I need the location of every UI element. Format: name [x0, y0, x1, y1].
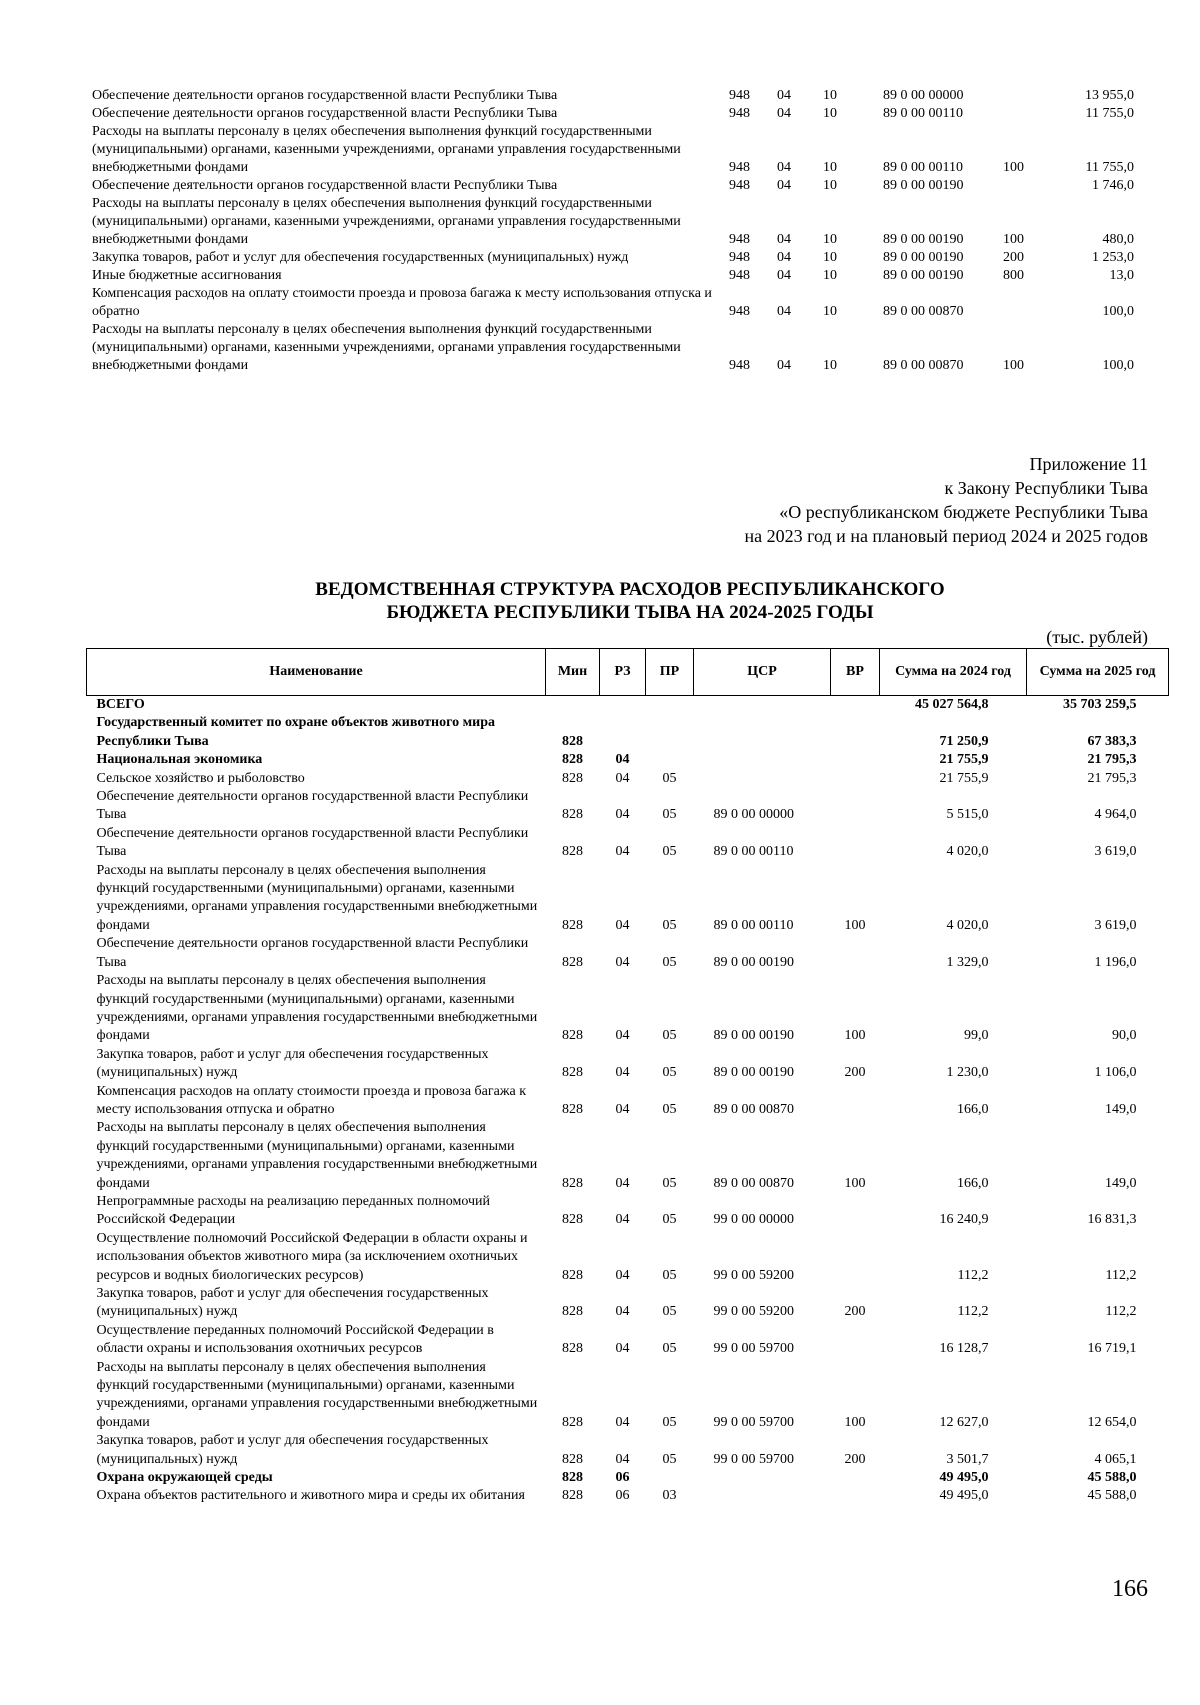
row-min: 948 — [729, 358, 750, 373]
row-rz: 04 — [777, 250, 791, 265]
row-rz: 04 — [615, 770, 630, 786]
table-row — [87, 788, 1169, 825]
row-csr: 89 0 00 00870 — [883, 358, 964, 373]
table-row — [92, 249, 1142, 267]
row-rz: 04 — [615, 954, 630, 970]
table-row — [92, 177, 1142, 195]
row-sum-2025: 35 703 259,5 — [1063, 697, 1137, 712]
table-row — [87, 1046, 1169, 1083]
row-csr: 89 0 00 00110 — [883, 160, 963, 175]
row-min: 828 — [562, 1028, 583, 1044]
row-rz: 04 — [615, 1451, 630, 1467]
row-vr — [831, 1083, 880, 1120]
row-rz: 06 — [615, 1488, 630, 1504]
row-vr: 100 — [1003, 358, 1024, 373]
row-vr — [831, 714, 880, 751]
row-csr — [694, 714, 831, 751]
row-csr — [694, 751, 831, 769]
row-sum-2025: 1 106,0 — [1094, 1065, 1137, 1081]
row-pr: 03 — [662, 1488, 677, 1504]
document-title — [180, 578, 1080, 624]
row-pr: 05 — [662, 1175, 677, 1191]
row-rz: 06 — [615, 1470, 630, 1486]
row-pr: 10 — [823, 358, 837, 373]
row-vr — [831, 1487, 880, 1505]
table-row — [87, 825, 1169, 862]
row-rz: 04 — [615, 1341, 630, 1357]
row-rz: 04 — [615, 917, 630, 933]
row-sum-2024: 4 020,0 — [946, 844, 989, 860]
row-min: 828 — [562, 1065, 583, 1081]
row-rz — [600, 714, 646, 751]
row-sum-2025: 12 654,0 — [1087, 1414, 1137, 1430]
budget-table-header — [87, 649, 1169, 696]
row-rz: 04 — [777, 232, 791, 247]
row-rz: 04 — [777, 88, 791, 103]
row-min: 948 — [729, 250, 750, 265]
table-row — [87, 1322, 1169, 1359]
row-pr: 10 — [823, 232, 837, 247]
row-vr — [1003, 177, 1053, 195]
table-row — [92, 105, 1142, 123]
row-rz: 04 — [615, 752, 630, 768]
row-sum-2024: 112,2 — [957, 1267, 989, 1283]
row-csr: 89 0 00 00190 — [713, 1028, 794, 1044]
row-csr — [694, 1469, 831, 1487]
row-vr — [831, 696, 880, 715]
table-row — [87, 1432, 1169, 1469]
row-vr: 200 — [844, 1304, 866, 1320]
row-sum-2025: 16 831,3 — [1087, 1212, 1137, 1228]
row-name: Обеспечение деятельности органов государственной власти Республики Тыва — [92, 178, 558, 193]
row-pr: 05 — [662, 1028, 677, 1044]
row-min: 948 — [729, 88, 750, 103]
table-row — [87, 1230, 1169, 1285]
row-pr: 05 — [662, 770, 677, 786]
appendix-line: «О республиканском бюджете Республики Тыва — [779, 502, 1148, 522]
row-name: Охрана окружающей среды — [96, 1470, 273, 1486]
row-csr: 89 0 00 00870 — [713, 1175, 794, 1191]
row-vr: 100 — [844, 1414, 866, 1430]
row-vr — [1003, 105, 1053, 123]
row-sum: 13,0 — [1109, 268, 1134, 283]
row-rz — [600, 696, 646, 715]
row-min: 828 — [562, 1267, 583, 1283]
row-pr — [646, 696, 694, 715]
row-csr: 99 0 00 59700 — [713, 1451, 794, 1467]
row-sum: 11 755,0 — [1085, 106, 1134, 121]
row-sum-2025: 4 964,0 — [1094, 807, 1137, 823]
row-rz: 04 — [615, 1028, 630, 1044]
row-rz: 04 — [615, 1175, 630, 1191]
header-csr: ЦСР — [694, 649, 831, 696]
row-name: Непрограммные расходы на реализацию переданных полномочий Российской Федерации — [96, 1193, 491, 1228]
row-name: Обеспечение деятельности органов государственной власти Республики Тыва — [92, 106, 558, 121]
row-csr: 99 0 00 59700 — [713, 1341, 794, 1357]
row-min: 948 — [729, 232, 750, 247]
row-pr: 05 — [662, 917, 677, 933]
table-row — [92, 87, 1142, 105]
row-sum-2024: 45 027 564,8 — [915, 697, 989, 712]
row-sum-2025: 1 196,0 — [1094, 954, 1137, 970]
row-csr: 89 0 00 00110 — [883, 106, 963, 121]
row-sum: 1 253,0 — [1092, 250, 1134, 265]
row-min: 828 — [562, 752, 583, 768]
row-name: Обеспечение деятельности органов государственной власти Республики Тыва — [96, 825, 529, 860]
row-sum-2024: 21 755,9 — [939, 770, 989, 786]
table-row — [87, 770, 1169, 788]
row-min: 828 — [562, 844, 583, 860]
row-csr: 89 0 00 00110 — [713, 917, 794, 933]
row-csr: 89 0 00 00190 — [883, 232, 964, 247]
row-csr: 89 0 00 00190 — [713, 1065, 794, 1081]
row-csr: 89 0 00 00190 — [883, 178, 964, 193]
row-min: 828 — [562, 1470, 583, 1486]
title-line: БЮДЖЕТА РЕСПУБЛИКИ ТЫВА НА 2024-2025 ГОДЫ — [386, 602, 874, 623]
row-sum-2024: 3 501,7 — [946, 1451, 989, 1467]
header-sum-2025: Сумма на 2025 год — [1027, 649, 1169, 696]
row-sum-2024: 112,2 — [957, 1304, 989, 1320]
row-csr — [694, 696, 831, 715]
table-row — [92, 195, 1142, 249]
row-name: Расходы на выплаты персоналу в целях обеспечения выполнения функций государственными (муниципальными) органами, казенными учреждениями, органами управления государственными внебюджетными фондами — [96, 1120, 538, 1191]
row-vr — [831, 770, 880, 788]
header-sum-2024: Сумма на 2024 год — [880, 649, 1027, 696]
row-name: Расходы на выплаты персоналу в целях обеспечения выполнения функций государственными (муниципальными) органами, казенными учреждениями, органами управления государственными внебюджетными фондами — [92, 196, 681, 247]
row-rz: 04 — [615, 1304, 630, 1320]
row-pr: 10 — [823, 304, 837, 319]
table-row — [87, 862, 1169, 936]
row-csr: 99 0 00 59200 — [713, 1304, 794, 1320]
table-row — [92, 285, 1142, 321]
row-name: Закупка товаров, работ и услуг для обеспечения государственных (муниципальных) нужд — [96, 1046, 489, 1081]
row-vr: 100 — [844, 917, 866, 933]
row-min — [546, 696, 600, 715]
table-row — [87, 696, 1169, 715]
row-name: Обеспечение деятельности органов государственной власти Республики Тыва — [92, 88, 558, 103]
row-name: Закупка товаров, работ и услуг для обеспечения государственных (муниципальных) нужд — [96, 1286, 489, 1320]
row-vr — [831, 1322, 880, 1359]
row-sum-2024: 1 230,0 — [946, 1065, 989, 1081]
table-row — [87, 751, 1169, 769]
row-sum: 100,0 — [1102, 304, 1134, 319]
row-csr — [694, 770, 831, 788]
row-vr: 200 — [844, 1451, 866, 1467]
row-pr: 05 — [662, 1267, 677, 1283]
row-min: 948 — [729, 178, 750, 193]
row-pr: 05 — [662, 1414, 677, 1430]
row-pr: 05 — [662, 1065, 677, 1081]
row-sum-2024: 71 250,9 — [939, 733, 989, 749]
row-sum: 13 955,0 — [1085, 88, 1134, 103]
row-name: Закупка товаров, работ и услуг для обеспечения государственных (муниципальных) нужд — [96, 1433, 489, 1467]
row-vr: 100 — [1003, 160, 1024, 175]
row-csr: 99 0 00 59200 — [713, 1267, 794, 1283]
row-pr: 05 — [662, 807, 677, 823]
row-sum-2025: 16 719,1 — [1087, 1341, 1137, 1357]
row-csr: 89 0 00 00110 — [713, 844, 794, 860]
header-vr: ВР — [831, 649, 880, 696]
row-vr — [831, 1193, 880, 1230]
row-pr: 05 — [662, 954, 677, 970]
row-vr — [831, 1469, 880, 1487]
page-number: 166 — [1112, 1576, 1148, 1602]
row-name: Расходы на выплаты персоналу в целях обеспечения выполнения функций государственными (муниципальными) органами, казенными учреждениями, органами управления государственными внебюджетными фондами — [96, 862, 538, 933]
row-vr: 800 — [1003, 268, 1024, 283]
row-name: Расходы на выплаты персоналу в целях обеспечения выполнения функций государственными (муниципальными) органами, казенными учреждениями, органами управления государственными внебюджетными фондами — [92, 322, 681, 373]
row-min: 828 — [562, 1341, 583, 1357]
row-rz: 04 — [777, 160, 791, 175]
row-sum-2025: 149,0 — [1105, 1175, 1137, 1191]
header-rz: РЗ — [600, 649, 646, 696]
row-vr: 200 — [1003, 250, 1024, 265]
row-sum-2024: 49 495,0 — [939, 1470, 989, 1486]
row-name: Национальная экономика — [96, 752, 263, 768]
row-csr: 89 0 00 00000 — [713, 807, 794, 823]
row-name: Сельское хозяйство и рыболовство — [96, 770, 305, 786]
row-sum-2024: 12 627,0 — [939, 1414, 989, 1430]
row-sum-2025: 4 065,1 — [1094, 1451, 1137, 1467]
row-sum-2025: 21 795,3 — [1087, 752, 1137, 768]
row-min: 828 — [562, 1175, 583, 1191]
row-sum: 480,0 — [1102, 232, 1134, 247]
row-sum-2024: 16 240,9 — [939, 1212, 989, 1228]
row-sum-2024: 49 495,0 — [939, 1488, 989, 1504]
row-rz: 04 — [615, 1414, 630, 1430]
row-pr: 05 — [662, 1451, 677, 1467]
row-min: 948 — [729, 106, 750, 121]
row-sum-2025: 112,2 — [1105, 1267, 1137, 1283]
row-name: Компенсация расходов на оплату стоимости проезда и провоза багажа к месту использования отпуска и обратно — [92, 286, 712, 319]
row-sum-2024: 16 128,7 — [939, 1341, 989, 1357]
row-rz: 04 — [615, 1101, 630, 1117]
table-row — [87, 714, 1169, 751]
row-min: 828 — [562, 1414, 583, 1430]
row-csr: 99 0 00 00000 — [713, 1212, 794, 1228]
row-min: 828 — [562, 954, 583, 970]
row-min: 828 — [562, 1101, 583, 1117]
row-vr — [831, 1230, 880, 1285]
row-min: 828 — [562, 1488, 583, 1504]
row-vr — [831, 788, 880, 825]
row-name: Закупка товаров, работ и услуг для обеспечения государственных (муниципальных) нужд — [92, 250, 629, 265]
budget-table-body — [87, 696, 1169, 1506]
row-min: 828 — [562, 770, 583, 786]
table-row — [87, 1193, 1169, 1230]
row-min: 828 — [562, 1304, 583, 1320]
row-sum-2024: 166,0 — [957, 1175, 989, 1191]
row-sum-2025: 3 619,0 — [1094, 844, 1137, 860]
row-pr — [646, 1469, 694, 1487]
row-rz: 04 — [615, 844, 630, 860]
row-pr: 05 — [662, 1212, 677, 1228]
row-sum-2025: 149,0 — [1105, 1101, 1137, 1117]
row-sum-2025: 90,0 — [1112, 1028, 1137, 1044]
row-name: ВСЕГО — [96, 697, 145, 712]
row-vr: 100 — [844, 1028, 866, 1044]
row-pr: 05 — [662, 1101, 677, 1117]
table-row — [92, 267, 1142, 285]
table-row — [87, 972, 1169, 1046]
row-sum-2025: 112,2 — [1105, 1304, 1137, 1320]
row-vr: 100 — [1003, 232, 1024, 247]
row-pr — [646, 714, 694, 751]
title-line: ВЕДОМСТВЕННАЯ СТРУКТУРА РАСХОДОВ РЕСПУБЛИКАНСКОГО — [315, 579, 945, 600]
row-csr: 99 0 00 59700 — [713, 1414, 794, 1430]
row-name: Осуществление полномочий Российской Федерации в области охраны и использования объектов животного мира (за исключением охотничьих ресурсов и водных биологических ресурсов) — [96, 1230, 528, 1283]
row-csr: 89 0 00 00870 — [883, 304, 964, 319]
header-pr: ПР — [646, 649, 694, 696]
table-row — [87, 1469, 1169, 1487]
row-min: 828 — [562, 1212, 583, 1228]
row-rz: 04 — [777, 304, 791, 319]
row-rz: 04 — [615, 1212, 630, 1228]
row-min: 948 — [729, 268, 750, 283]
row-sum-2024: 4 020,0 — [946, 917, 989, 933]
row-name: Расходы на выплаты персоналу в целях обеспечения выполнения функций государственными (муниципальными) органами, казенными учреждениями, органами управления государственными внебюджетными фондами — [96, 1359, 538, 1430]
row-min: 828 — [562, 807, 583, 823]
row-sum-2025: 21 795,3 — [1087, 770, 1137, 786]
row-vr — [831, 751, 880, 769]
appendix-line: к Закону Республики Тыва — [944, 478, 1148, 498]
row-csr: 89 0 00 00190 — [713, 954, 794, 970]
row-sum-2025: 3 619,0 — [1094, 917, 1137, 933]
row-name: Расходы на выплаты персоналу в целях обеспечения выполнения функций государственными (муниципальными) органами, казенными учреждениями, органами управления государственными внебюджетными фондами — [96, 973, 538, 1044]
row-csr: 89 0 00 00000 — [883, 88, 964, 103]
appendix-line: Приложение 11 — [1029, 454, 1148, 474]
row-min: 828 — [562, 1451, 583, 1467]
unit-label: (тыс. рублей) — [1046, 627, 1148, 647]
row-sum-2024: 21 755,9 — [939, 752, 989, 768]
table-row — [92, 321, 1142, 375]
row-pr: 10 — [823, 178, 837, 193]
row-pr — [646, 751, 694, 769]
row-sum: 1 746,0 — [1092, 178, 1134, 193]
row-name: Осуществление переданных полномочий Российской Федерации в области охраны и использования охотничьих ресурсов — [96, 1322, 494, 1357]
row-name: Расходы на выплаты персоналу в целях обеспечения выполнения функций государственными (муниципальными) органами, казенными учреждениями, органами управления государственными внебюджетными фондами — [92, 124, 681, 175]
row-rz: 04 — [615, 1267, 630, 1283]
row-sum-2025: 45 588,0 — [1087, 1470, 1137, 1486]
table-row — [87, 1487, 1169, 1505]
row-sum-2024: 5 515,0 — [946, 807, 989, 823]
row-rz: 04 — [777, 178, 791, 193]
appendix-note — [744, 452, 1148, 548]
row-sum-2025: 67 383,3 — [1087, 733, 1137, 749]
row-rz: 04 — [777, 358, 791, 373]
row-min: 948 — [729, 160, 750, 175]
row-sum: 11 755,0 — [1085, 160, 1134, 175]
table-row — [87, 935, 1169, 972]
table-row — [92, 123, 1142, 177]
row-csr: 89 0 00 00190 — [883, 268, 964, 283]
row-sum-2024: 99,0 — [964, 1028, 989, 1044]
row-csr — [694, 1487, 831, 1505]
row-rz: 04 — [615, 807, 630, 823]
appendix-line: на 2023 год и на плановый период 2024 и 2025 годов — [744, 526, 1148, 546]
table-row — [87, 1119, 1169, 1193]
row-rz: 04 — [615, 1065, 630, 1081]
row-min: 828 — [562, 917, 583, 933]
table-row — [87, 1359, 1169, 1433]
row-min: 948 — [729, 304, 750, 319]
row-vr — [831, 825, 880, 862]
row-name: Обеспечение деятельности органов государственной власти Республики Тыва — [96, 936, 529, 970]
row-name: Государственный комитет по охране объектов животного мира Республики Тыва — [96, 715, 495, 749]
row-rz: 04 — [777, 106, 791, 121]
budget-table — [86, 648, 1169, 1506]
row-sum-2024: 1 329,0 — [946, 954, 989, 970]
continuation-table-body — [92, 87, 1142, 375]
row-vr: 100 — [844, 1175, 866, 1191]
row-pr: 05 — [662, 1304, 677, 1320]
row-sum-2024: 166,0 — [957, 1101, 989, 1117]
row-name: Компенсация расходов на оплату стоимости проезда и провоза багажа к месту использования отпуска и обратно — [96, 1083, 527, 1117]
continuation-table — [92, 87, 1142, 375]
row-pr: 05 — [662, 844, 677, 860]
table-row — [87, 1285, 1169, 1322]
row-vr: 200 — [844, 1065, 866, 1081]
row-csr: 89 0 00 00870 — [713, 1101, 794, 1117]
row-pr: 10 — [823, 160, 837, 175]
row-name: Обеспечение деятельности органов государственной власти Республики Тыва — [96, 789, 529, 823]
row-pr: 10 — [823, 106, 837, 121]
row-csr: 89 0 00 00190 — [883, 250, 964, 265]
row-name: Охрана объектов растительного и животного мира и среды их обитания — [96, 1488, 525, 1504]
header-min: Мин — [546, 649, 600, 696]
row-vr — [831, 935, 880, 972]
table-row — [87, 1083, 1169, 1120]
row-min: 828 — [562, 733, 583, 749]
row-sum-2025: 45 588,0 — [1087, 1488, 1137, 1504]
row-pr: 10 — [823, 88, 837, 103]
row-sum: 100,0 — [1102, 358, 1134, 373]
row-vr — [1003, 285, 1053, 321]
row-vr — [1003, 87, 1053, 105]
row-name: Иные бюджетные ассигнования — [92, 268, 282, 283]
row-rz: 04 — [777, 268, 791, 283]
row-pr: 10 — [823, 268, 837, 283]
header-name: Наименование — [87, 649, 546, 696]
row-pr: 10 — [823, 250, 837, 265]
row-pr: 05 — [662, 1341, 677, 1357]
